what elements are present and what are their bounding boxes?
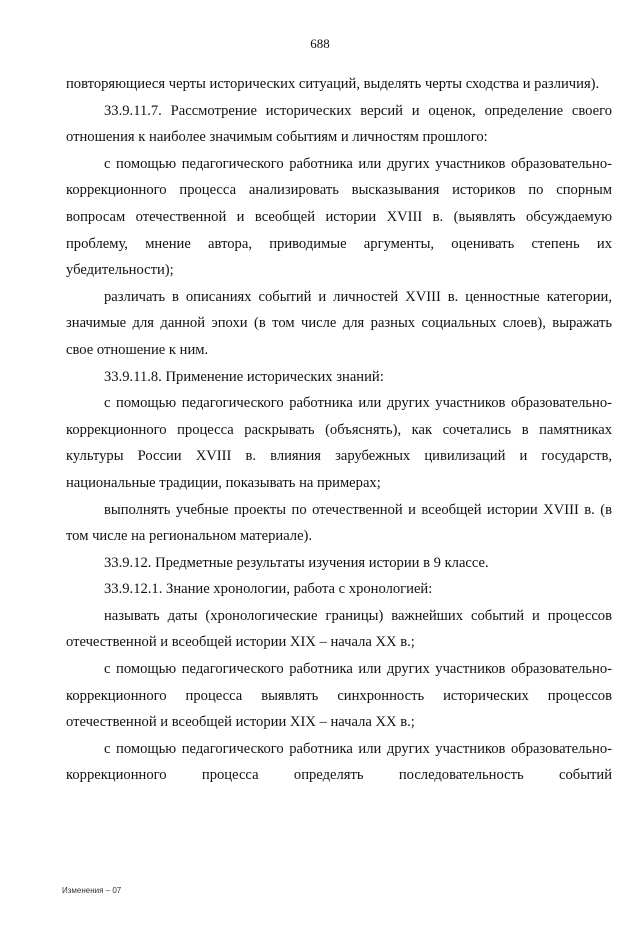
paragraph: с помощью педагогического работника или других участников образовательно-коррекционного процесса раскрывать (объяснять), как сочетались в памятниках культуры России XVIII в. влияния зарубежных цивилизаций и государств, национальные традиции, показывать на примерах; bbox=[66, 395, 612, 491]
paragraph: повторяющиеся черты исторических ситуаций, выделять черты сходства и различия). bbox=[66, 76, 600, 92]
paragraph: с помощью педагогического работника или других участников образовательно-коррекционного процесса анализировать высказывания историков по спорным вопросам отечественной и всеобщей истории XVIII в. (выявлять обсуждаемую проблему, мнение автора, приводимые аргументы, оценивать степень их убедительности); bbox=[66, 155, 612, 279]
paragraph: 33.9.11.8. Применение исторических знаний: bbox=[104, 368, 384, 385]
paragraph: выполнять учебные проекты по отечественной и всеобщей истории XVIII в. (в том числе на региональном материале). bbox=[66, 501, 612, 545]
footer-note: Изменения – 07 bbox=[62, 886, 122, 895]
paragraph: 33.9.12.1. Знание хронологии, работа с хронологией: bbox=[104, 581, 433, 598]
document-body bbox=[66, 71, 612, 789]
paragraph: различать в описаниях событий и личностей XVIII в. ценностные категории, значимые для данной эпохи (в том числе для разных социальных слоев), выражать свое отношение к ним. bbox=[66, 288, 612, 358]
paragraph: называть даты (хронологические границы) важнейших событий и процессов отечественной и всеобщей истории XIX – начала XX в.; bbox=[66, 607, 612, 651]
paragraph: с помощью педагогического работника или других участников образовательно-коррекционного процесса выявлять синхронность исторических процессов отечественной и всеобщей истории XIX – начала XX в.; bbox=[66, 661, 612, 731]
paragraph: 33.9.12. Предметные результаты изучения истории в 9 классе. bbox=[104, 554, 489, 571]
page-number: 688 bbox=[310, 36, 330, 51]
paragraph: с помощью педагогического работника или других участников образовательно-коррекционного процесса определять последовательность событий bbox=[66, 740, 612, 784]
paragraph: 33.9.11.7. Рассмотрение исторических версий и оценок, определение своего отношения к наиболее значимым событиям и личностям прошлого: bbox=[66, 102, 612, 146]
